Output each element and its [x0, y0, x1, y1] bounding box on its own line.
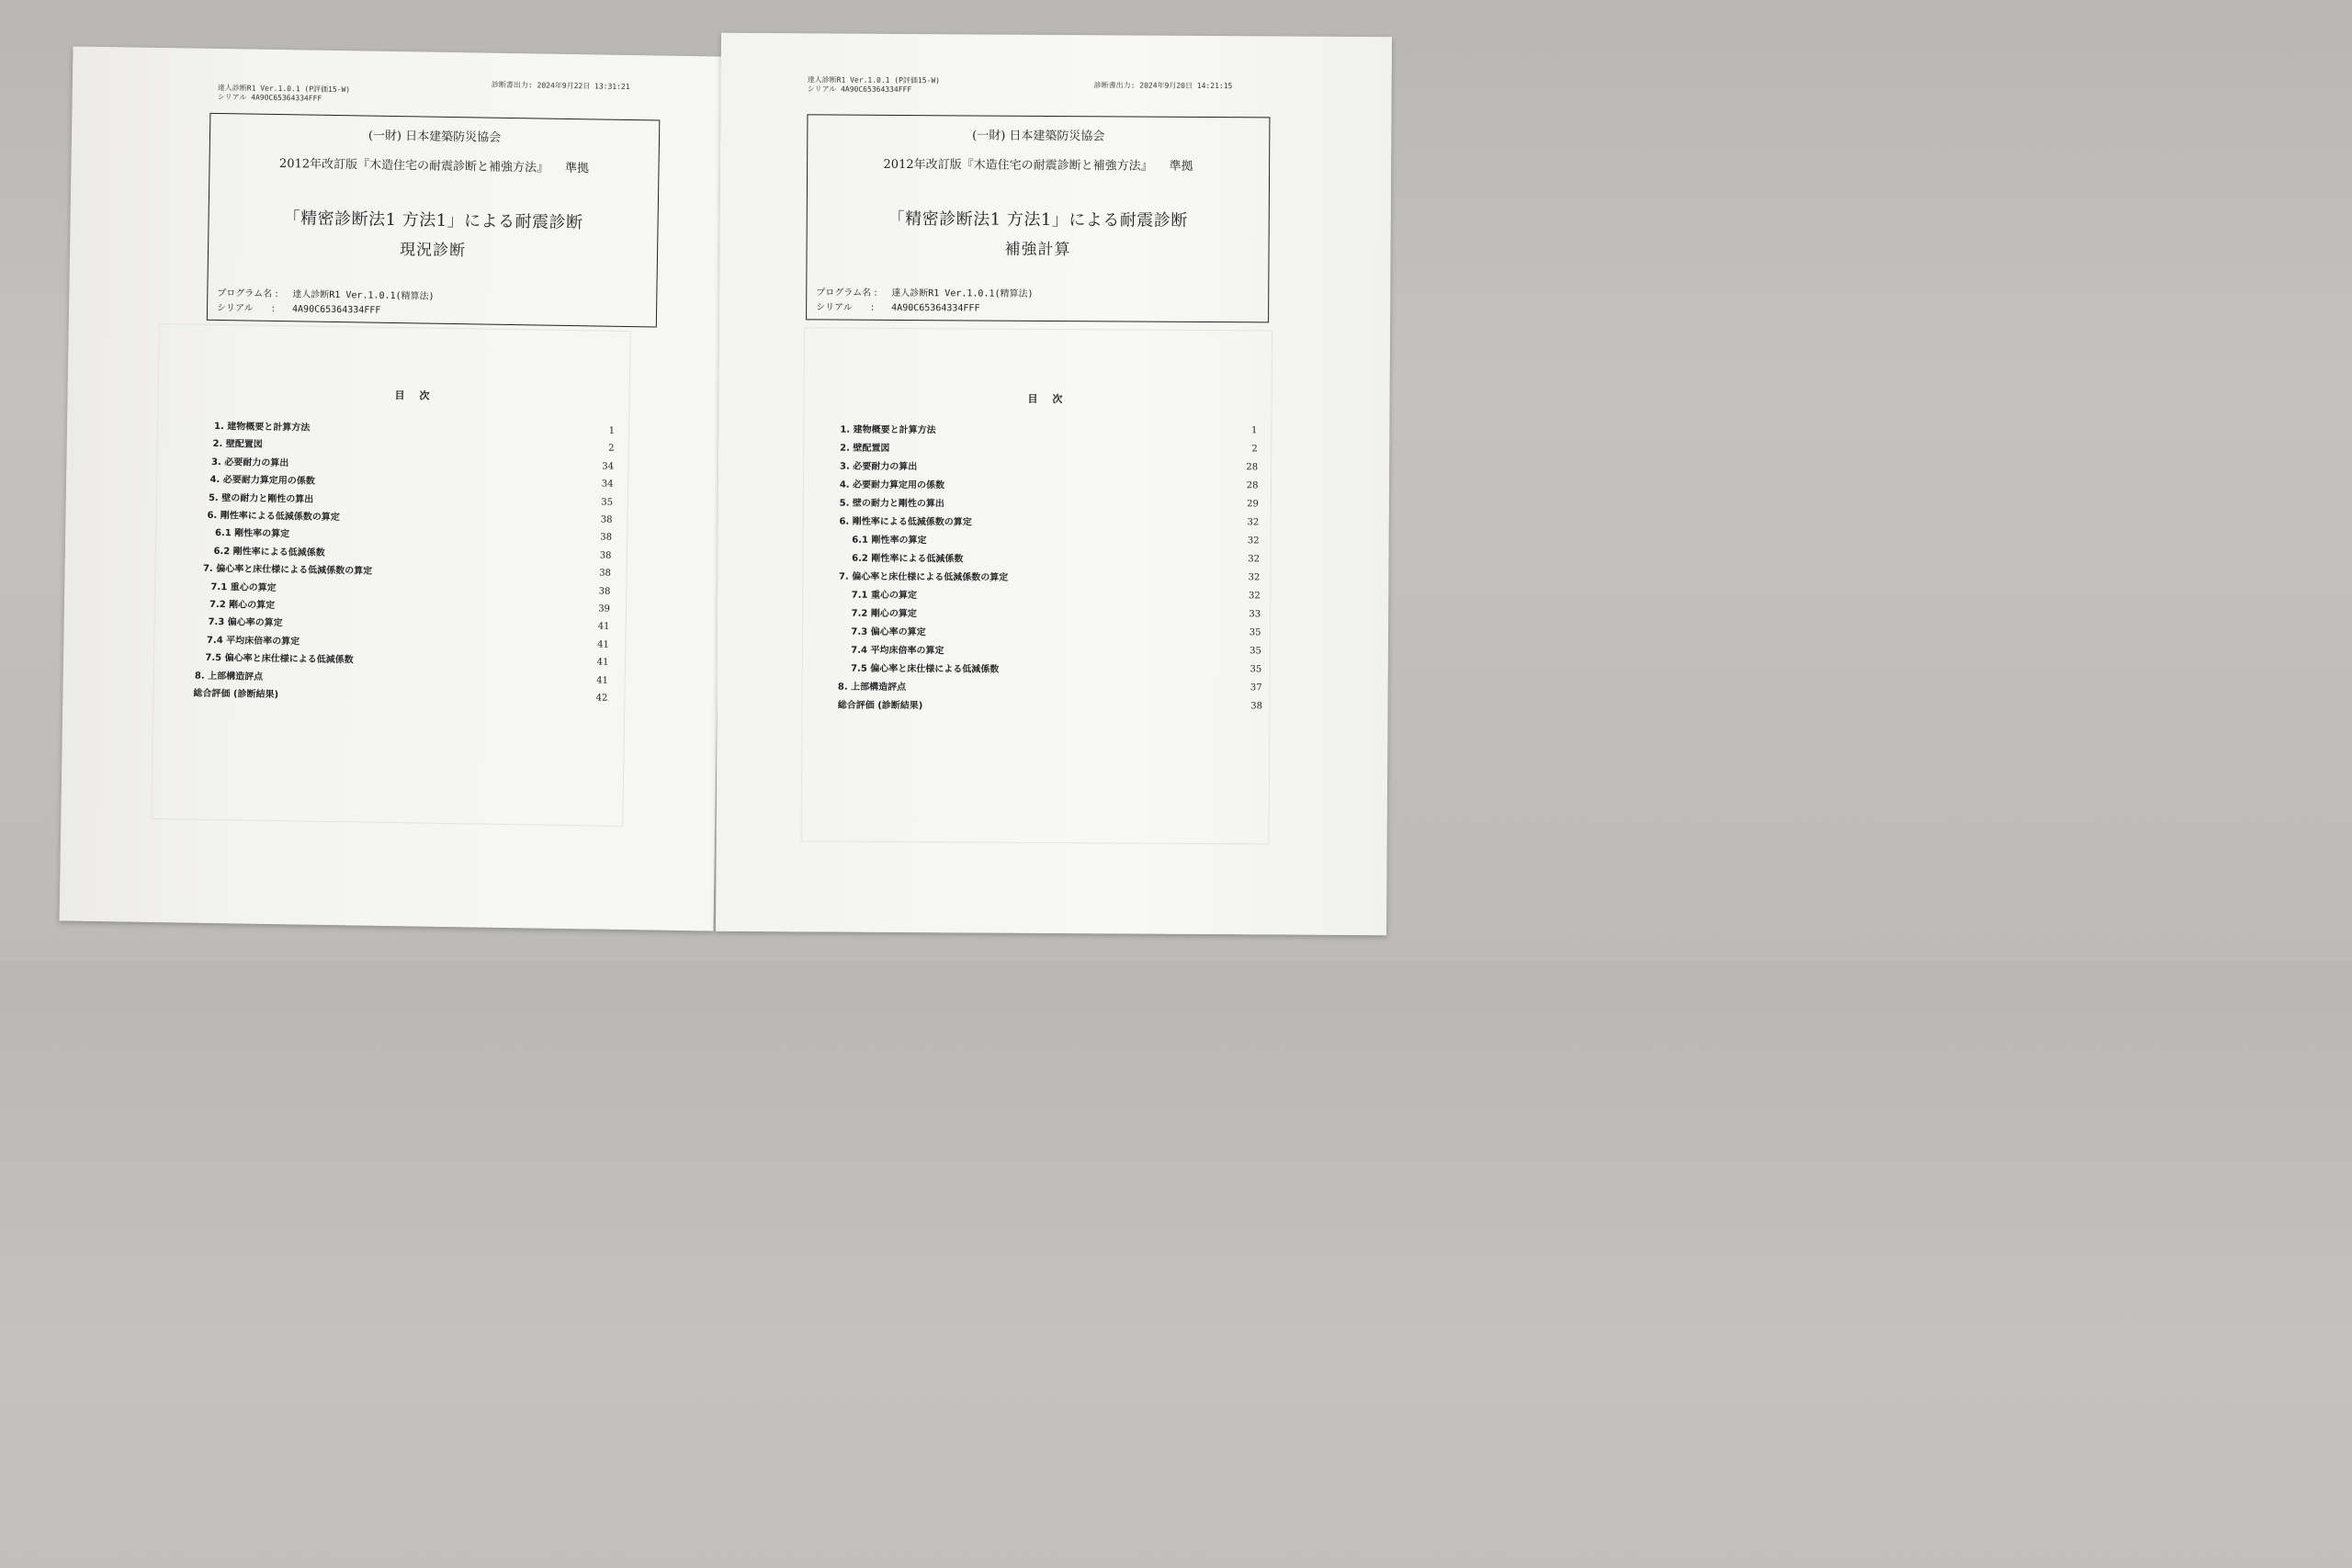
toc-entry-label: 7.1 重心の算定: [851, 590, 918, 602]
toc-entry-label: 7.5 偏心率と床仕様による低減係数: [205, 652, 354, 666]
toc-entry-page: 28: [1246, 462, 1259, 473]
program-label: プログラム名 :: [816, 288, 877, 299]
toc-entry-label: 総合評価 (診断結果): [837, 700, 923, 712]
toc-entry-label: 7. 偏心率と床仕様による低減係数の算定: [202, 563, 373, 577]
serial-value: 4A90C65364334FFF: [891, 302, 980, 314]
toc-frame: [151, 323, 630, 827]
toc-entry-page: 35: [1250, 664, 1262, 675]
standard-title: 2012年改訂版『木造住宅の耐震診断と補強方法』: [883, 157, 1153, 174]
toc-entry-label: 4. 必要耐力算定用の係数: [209, 475, 315, 487]
toc-entry-label: 7.5 偏心率と床仕様による低減係数: [851, 663, 1000, 675]
toc-entry-label: 5. 壁の耐力と剛性の算出: [839, 498, 944, 510]
toc-entry-label: 3. 必要耐力の算出: [839, 461, 918, 473]
toc-entry-label: 5. 壁の耐力と剛性の算出: [208, 492, 314, 505]
toc-entry-label: 7.3 偏心率の算定: [208, 617, 283, 629]
toc-entry-page: 41: [596, 657, 609, 668]
toc-entry-page: 1: [1250, 425, 1258, 436]
program-label: プログラム名 :: [217, 288, 278, 300]
program-value: 達人診断R1 Ver.1.0.1(精算法): [891, 288, 1034, 299]
standard-suffix: 準拠: [564, 161, 590, 176]
toc-entry-label: 8. 上部構造評点: [837, 682, 907, 694]
cover-box: [207, 113, 660, 328]
main-title: 「精密診断法1 方法1」による耐震診断: [888, 209, 1188, 231]
toc-entry-label: 8. 上部構造評点: [194, 671, 264, 682]
toc-entry-page: 42: [595, 693, 608, 704]
toc-entry-page: 32: [1248, 591, 1261, 602]
standard-suffix: 準拠: [1169, 159, 1193, 174]
toc-entry-page: 41: [597, 621, 610, 633]
toc-entry-label: 1. 建物概要と計算方法: [213, 421, 311, 434]
cover-box: [806, 114, 1270, 322]
toc-entry-page: 1: [608, 425, 616, 436]
toc-entry-page: 2: [608, 444, 615, 455]
toc-entry-page: 33: [1249, 609, 1261, 620]
toc-entry-label: 7.3 偏心率の算定: [851, 626, 926, 638]
header-program: 達人診断R1 Ver.1.0.1 (P評価15-W): [217, 83, 351, 95]
program-value: 達人診断R1 Ver.1.0.1(精算法): [292, 289, 435, 302]
toc-entry-page: 35: [1250, 646, 1261, 657]
diagnosis-kind: 現況診断: [399, 241, 467, 261]
header-output-date: 診断書出力: 2024年9月20日 14:21:15: [1093, 81, 1233, 91]
toc-title: 目 次: [1027, 392, 1069, 406]
toc-title: 目 次: [394, 389, 435, 402]
toc-entry-page: 32: [1248, 572, 1261, 583]
header-output-date: 診断書出力: 2024年9月22日 13:31:21: [491, 80, 630, 91]
serial-label: シリアル :: [816, 302, 875, 313]
toc-entry-label: 1. 建物概要と計算方法: [840, 424, 936, 436]
toc-entry-page: 35: [1249, 627, 1261, 638]
toc-entry-label: 3. 必要耐力の算出: [210, 457, 289, 469]
toc-entry-label: 6.1 剛性率の算定: [214, 528, 290, 540]
organization-name: (一財) 日本建築防災協会: [368, 129, 502, 145]
toc-entry-page: 34: [601, 479, 614, 490]
toc-entry-label: 2. 壁配置図: [212, 439, 263, 451]
toc-entry-label: 総合評価 (診断結果): [193, 688, 279, 701]
main-title: 「精密診断法1 方法1」による耐震診断: [283, 209, 583, 233]
organization-name: (一財) 日本建築防災協会: [972, 129, 1105, 144]
toc-entry-page: 38: [599, 550, 612, 561]
toc-entry-page: 37: [1250, 682, 1262, 694]
standard-title: 2012年改訂版『木造住宅の耐震診断と補強方法』: [278, 157, 549, 175]
header-serial: シリアル 4A90C65364334FFF: [217, 92, 322, 103]
toc-entry-page: 38: [598, 586, 611, 597]
header-program: 達人診断R1 Ver.1.0.1 (P評価15-W): [807, 75, 941, 85]
toc-entry-page: 29: [1247, 499, 1259, 510]
serial-row: [217, 299, 381, 316]
toc-entry-label: 7.2 剛心の算定: [209, 599, 276, 611]
document-sheet-right: [716, 33, 1392, 935]
toc-entry-label: 7.4 平均床倍率の算定: [206, 635, 300, 648]
toc-entry-label: 7. 偏心率と床仕様による低減係数の算定: [838, 571, 1009, 583]
diagnosis-kind: 補強計算: [1004, 240, 1071, 260]
toc-entry-label: 2. 壁配置図: [840, 443, 890, 454]
serial-label: シリアル :: [216, 302, 276, 314]
toc-entry-page: 38: [600, 532, 613, 544]
toc-entry-page: 2: [1251, 444, 1258, 455]
document-sheet-left: [60, 46, 728, 931]
toc-entry-label: 4. 必要耐力算定用の係数: [839, 479, 945, 491]
toc-entry-page: 38: [599, 568, 612, 579]
toc-entry-label: 7.4 平均床倍率の算定: [851, 645, 944, 657]
toc-entry-page: 38: [600, 514, 613, 525]
standard-line: [808, 153, 1269, 174]
serial-value: 4A90C65364334FFF: [291, 304, 381, 316]
toc-entry-page: 28: [1246, 480, 1259, 491]
toc-entry-page: 34: [602, 461, 615, 472]
toc-entry-page: 35: [601, 497, 614, 508]
toc-entry-page: 41: [596, 675, 609, 686]
toc-entry-label: 6. 剛性率による低減係数の算定: [207, 510, 340, 524]
toc-entry-page: 32: [1248, 554, 1261, 565]
toc-entry-page: 41: [597, 639, 610, 650]
toc-entry-page: 39: [598, 604, 611, 615]
toc-entry-label: 6.2 剛性率による低減係数: [852, 553, 964, 565]
header-serial: シリアル 4A90C65364334FFF: [807, 85, 912, 95]
toc-entry-label: 6.1 剛性率の算定: [852, 535, 927, 547]
program-row: [816, 284, 1033, 299]
toc-entry-label: 7.1 重心の算定: [210, 581, 277, 593]
toc-entry-label: 7.2 剛心の算定: [851, 608, 917, 620]
standard-line: [209, 152, 658, 177]
serial-row: [816, 299, 979, 313]
toc-entry-page: 38: [1250, 701, 1263, 712]
toc-entry-label: 6. 剛性率による低減係数の算定: [839, 516, 972, 528]
toc-entry-label: 6.2 剛性率による低減係数: [213, 546, 325, 558]
toc-entry-page: 32: [1247, 517, 1260, 528]
toc-entry-page: 32: [1247, 536, 1260, 547]
